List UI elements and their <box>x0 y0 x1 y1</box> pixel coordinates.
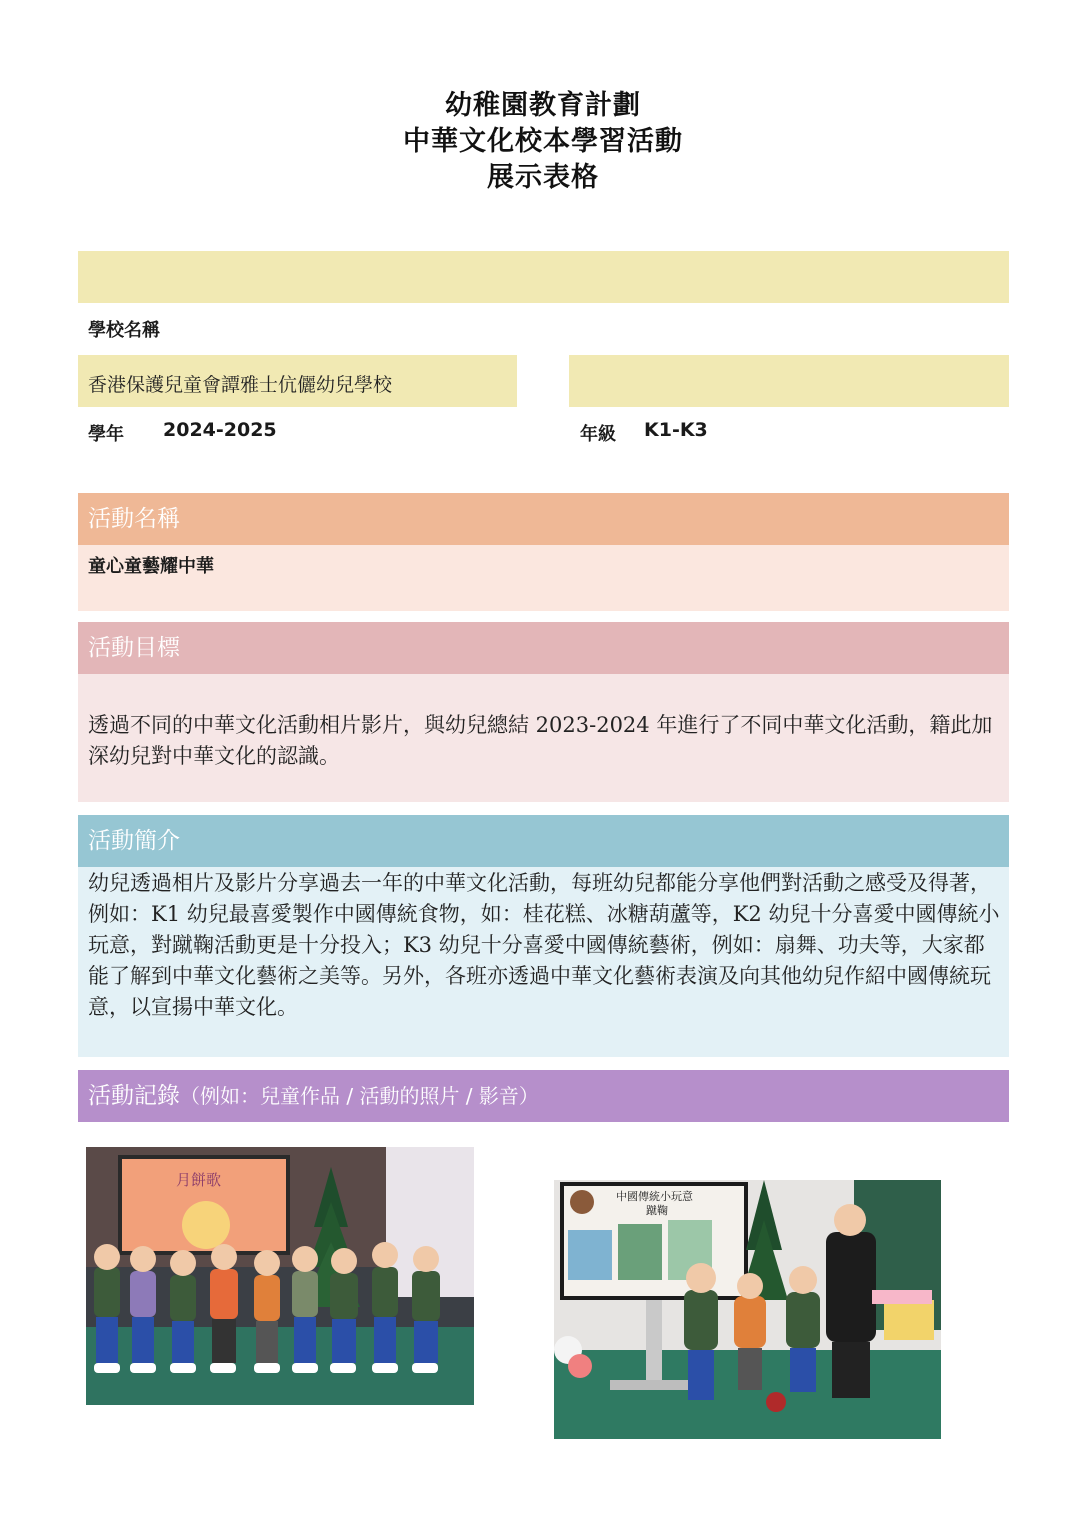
school-year-value: 2024-2025 <box>163 419 277 441</box>
activity-photo-2 <box>554 1180 941 1439</box>
photo-2-screen-text-2: 蹴鞠 <box>646 1204 668 1217</box>
photo-1-screen-text: 月餅歌 <box>176 1171 222 1189</box>
grade-value: K1-K3 <box>644 419 708 441</box>
photo-2-screen-text-1: 中國傳統小玩意 <box>616 1190 693 1203</box>
photo-1-illustration <box>86 1147 474 1405</box>
activity-name-body <box>78 545 1009 611</box>
title-line-3: 展示表格 <box>487 162 599 193</box>
activity-name-heading: 活動名稱 <box>78 493 1009 545</box>
activity-photo-1 <box>86 1147 474 1405</box>
activity-goal-text: 透過不同的中華文化活動相片影片，與幼兒總結 2023-2024 年進行了不同中華文化活動，籍此加深幼兒對中華文化的認識。 <box>88 713 993 768</box>
activity-record-title: 活動記錄 <box>88 1083 180 1109</box>
activity-record-note: （例如：兒童作品 / 活動的照片 / 影音） <box>180 1084 539 1108</box>
school-year-label: 學年 <box>88 424 124 445</box>
activity-goal-heading: 活動目標 <box>78 622 1009 674</box>
grade-label: 年級 <box>580 424 616 445</box>
school-name-label: 學校名稱 <box>88 320 160 341</box>
activity-intro-heading: 活動簡介 <box>78 815 1009 867</box>
activity-name-value: 童心童藝耀中華 <box>88 556 214 577</box>
right-yellow-field <box>569 355 1009 407</box>
title-line-2: 中華文化校本學習活動 <box>403 126 683 157</box>
title-line-1: 幼稚園教育計劃 <box>445 90 641 121</box>
document-title <box>0 88 1086 196</box>
photo-2-illustration <box>554 1180 941 1439</box>
activity-record-heading <box>78 1070 1009 1122</box>
top-yellow-bar <box>78 251 1009 303</box>
school-name-value: 香港保護兒童會譚雅士伉儷幼兒學校 <box>88 374 393 396</box>
activity-intro-text: 幼兒透過相片及影片分享過去一年的中華文化活動，每班幼兒都能分享他們對活動之感受及得著，例如：K1 幼兒最喜愛製作中國傳統食物，如：桂花糕、冰糖葫蘆等，K2 幼兒十分喜愛中國傳統小玩意，對蹴鞠活動更是十分投入；K3 幼兒十分喜愛中國傳統藝術，例如：扇舞、功夫等，大家都能了解到中華文化藝術之美等。另外，各班亦透過中華文化藝術表演及向其他幼兒作紹中國傳統玩意，以宣揚中華文化。 <box>88 871 1000 1019</box>
